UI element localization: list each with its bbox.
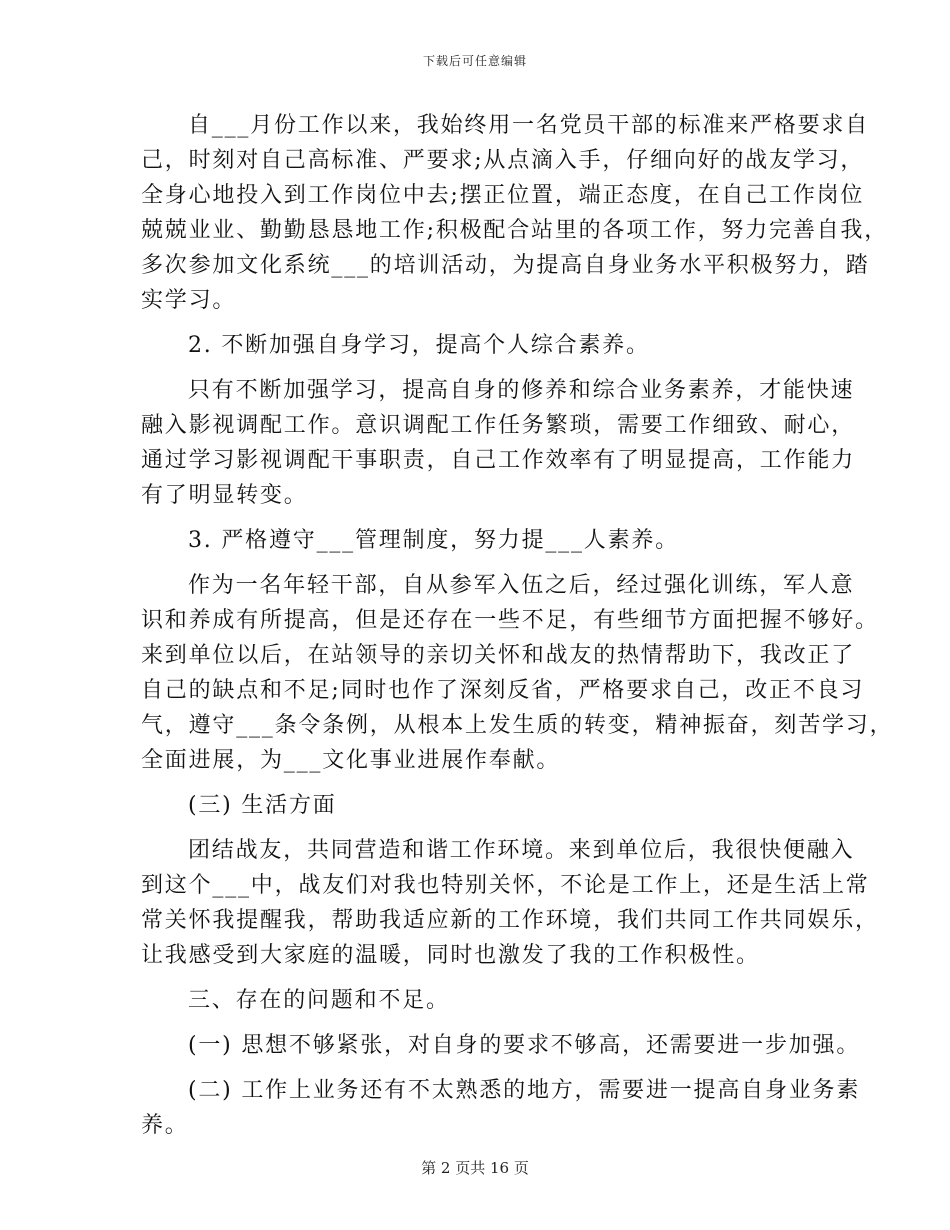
paragraph-line: 融入影视调配工作。意识调配工作任务繁琐，需要工作细致、耐心，	[141, 413, 856, 438]
paragraph	[141, 1028, 861, 1063]
paragraph-line: 3. 严格遵守___管理制度，努力提___人素养。	[188, 528, 679, 553]
paragraph-line: 气，遵守___条令条例，从根本上发生质的转变，精神振奋，刻苦学习，	[141, 713, 894, 738]
paragraph-line: 全身心地投入到工作岗位中去;摆正位置，端正态度，在自己工作岗位	[141, 183, 865, 208]
paragraph-line: 到这个___中，战友们对我也特别关怀，不论是工作上，还是生活上常	[141, 873, 870, 898]
paragraph-line: 作为一名年轻干部，自从参军入伍之后，经过强化训练，军人意	[188, 573, 855, 598]
paragraph	[141, 328, 813, 363]
page-header: 下载后可任意编辑	[422, 54, 527, 68]
paragraph-line: 识和养成有所提高，但是还存在一些不足，有些细节方面把握不够好。	[141, 608, 879, 633]
paragraph	[141, 788, 813, 823]
paragraph	[141, 373, 856, 513]
paragraph-line: 通过学习影视调配干事职责，自己工作效率有了明显提高，工作能力	[141, 448, 856, 473]
paragraph-line: 有了明显转变。	[141, 483, 308, 508]
document-body	[141, 108, 894, 1153]
paragraph-line: 自己的缺点和不足;同时也作了深刻反省，严格要求自己，改正不良习	[141, 678, 865, 703]
page-footer: 第 2 页共 16 页	[421, 1159, 529, 1177]
paragraph-line: 己，时刻对自己高标准、严要求;从点滴入手，仔细向好的战友学习，	[141, 148, 865, 173]
paragraph	[141, 108, 889, 318]
paragraph-line: 来到单位以后，在站领导的亲切关怀和战友的热情帮助下，我改正了	[141, 643, 856, 668]
paragraph-line: 多次参加文化系统___的培训活动，为提高自身业务水平积极努力，踏	[141, 253, 870, 278]
paragraph	[141, 523, 813, 558]
paragraph-line: 只有不断加强学习，提高自身的修养和综合业务素养，才能快速	[188, 378, 855, 403]
paragraph	[141, 833, 879, 973]
paragraph-line: 养。	[141, 1113, 189, 1138]
paragraph	[141, 983, 813, 1018]
paragraph-line: 兢兢业业、勤勤恳恳地工作;积极配合站里的各项工作，努力完善自我，	[141, 218, 889, 243]
paragraph	[141, 1073, 861, 1143]
paragraph-line: 团结战友，共同营造和谐工作环境。来到单位后，我很快便融入	[188, 838, 855, 863]
paragraph-line: 三、存在的问题和不足。	[188, 988, 450, 1013]
paragraph-line: 实学习。	[141, 288, 237, 313]
paragraph-line: 让我感受到大家庭的温暖，同时也激发了我的工作积极性。	[141, 943, 760, 968]
paragraph-line: (三) 生活方面	[188, 793, 337, 818]
paragraph-line: (一) 思想不够紧张，对自身的要求不够高，还需要进一步加强。	[188, 1033, 861, 1058]
paragraph	[141, 568, 894, 778]
paragraph-line: 全面进展，为___文化事业进展作奉献。	[141, 748, 561, 773]
paragraph-line: (二) 工作上业务还有不太熟悉的地方，需要进一提高自身业务素	[188, 1078, 861, 1103]
paragraph-line: 自___月份工作以来，我始终用一名党员干部的标准来严格要求自	[188, 113, 870, 138]
paragraph-line: 常关怀我提醒我，帮助我适应新的工作环境，我们共同工作共同娱乐，	[141, 908, 879, 933]
paragraph-line: 2. 不断加强自身学习，提高个人综合素养。	[188, 333, 650, 358]
